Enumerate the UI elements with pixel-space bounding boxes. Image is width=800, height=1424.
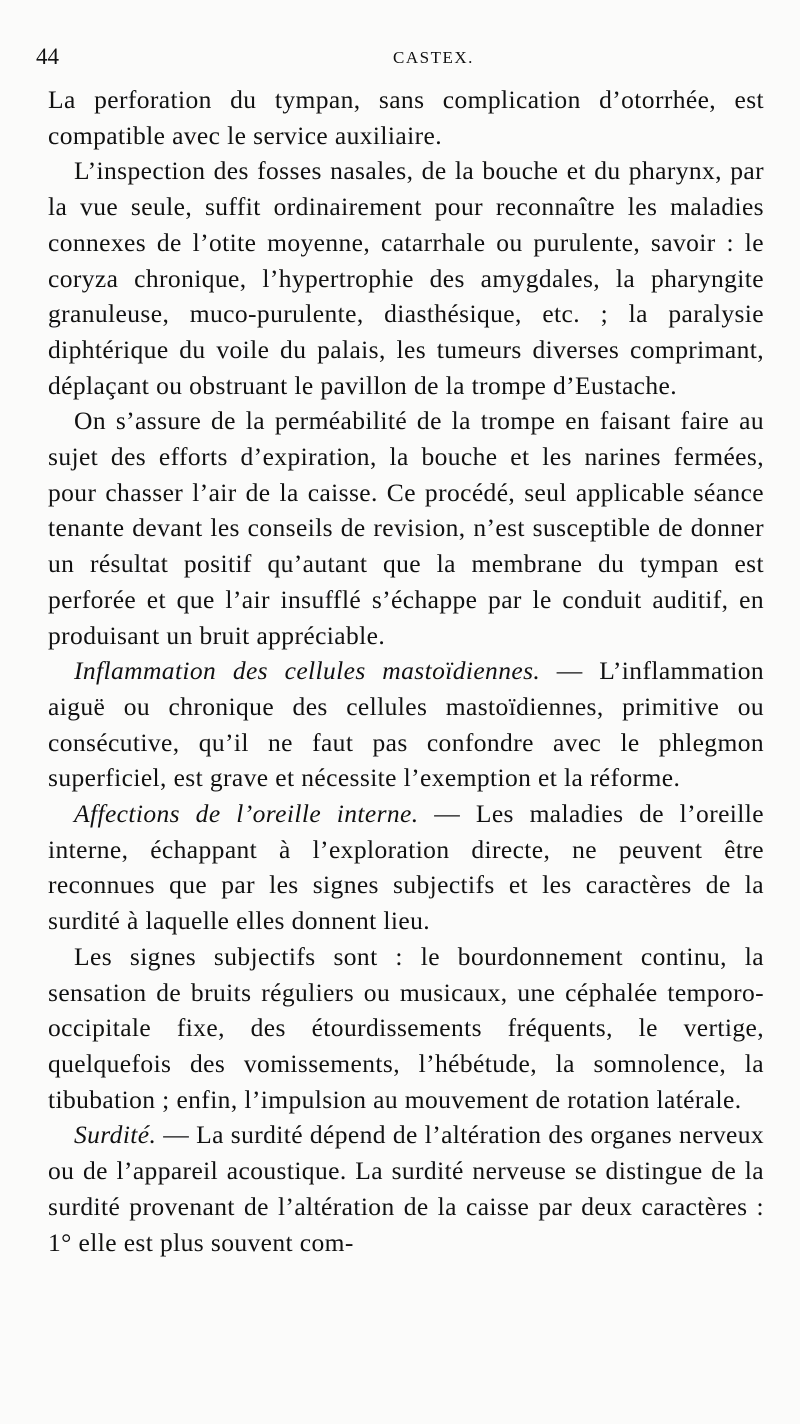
paragraph-text: Les signes subjectifs sont : le bourdonnement continu, la sensation de bruits réguliers ou musicaux, une céphalée temporo-occipitale fixe, des étourdissements fréquents, le vertige, quelquefois des vomissements, l’hébétude, la somnolence, la tibubation ; enfin, l’impulsion au mouvement de rotation latérale. xyxy=(48,941,764,1114)
section-lead-oreille-interne: Affections de l’oreille interne. xyxy=(74,799,419,829)
paragraph-surdite xyxy=(48,1117,764,1260)
paragraph-tympan xyxy=(48,82,764,153)
paragraph-text: La perforation du tympan, sans complication d’otorrhée, est compatible avec le service auxiliaire. xyxy=(48,85,764,150)
paragraph-text: — Les maladies de l’oreille interne, échappant à l’exploration directe, ne peuvent être reconnues que par les signes subjectifs et les caractères de la surdité à laquelle elles donnent lieu. xyxy=(48,799,764,936)
page-number: 44 xyxy=(36,44,59,69)
paragraph-signes-subjectifs xyxy=(48,939,764,1118)
paragraph-text: — La surdité dépend de l’altération des organes nerveux ou de l’appareil acoustique. La surdité nerveuse se distingue de la surdité provenant de l’altération de la caisse par deux caractères : 1° elle est plus souvent com- xyxy=(48,1120,764,1257)
section-lead-surdite: Surdité. xyxy=(74,1120,157,1150)
page-header xyxy=(36,34,740,74)
paragraph-text: On s’assure de la perméabilité de la trompe en faisant faire au sujet des efforts d’expiration, la bouche et les narines fermées, pour chasser l’air de la caisse. Ce procédé, seul applicable séance tenante devant les conseils de revision, n’est susceptible de donner un résultat positif qu’autant que la membrane du tympan est perforée et que l’air insufflé s’échappe par le conduit auditif, en produisant un bruit appréciable. xyxy=(48,406,764,650)
paragraph-permeabilite xyxy=(48,403,764,653)
paragraph-inspection xyxy=(48,153,764,403)
paragraph-oreille-interne xyxy=(48,796,764,939)
running-head: CASTEX. xyxy=(393,48,474,67)
body-text xyxy=(48,82,764,1260)
section-lead-inflammation: Inflammation des cellules mastoïdiennes. xyxy=(74,656,541,686)
paragraph-text: L’inspection des fosses nasales, de la bouche et du pharynx, par la vue seule, suffit ordinairement pour reconnaître les maladies connexes de l’otite moyenne, catarrhale ou purulente, savoir : le coryza chronique, l’hypertrophie des amygdales, la pharyngite granuleuse, muco-purulente, diasthésique, etc. ; la paralysie diphtérique du voile du palais, les tumeurs diverses comprimant, déplaçant ou obstruant le pavillon de la trompe d’Eustache. xyxy=(48,156,764,400)
paragraph-inflammation xyxy=(48,653,764,796)
paragraph-text: — L’inflammation aiguë ou chronique des cellules mastoïdiennes, primitive ou consécutive, qu’il ne faut pas confondre avec le phlegmon superficiel, est grave et nécessite l’exemption et la réforme. xyxy=(48,656,764,793)
